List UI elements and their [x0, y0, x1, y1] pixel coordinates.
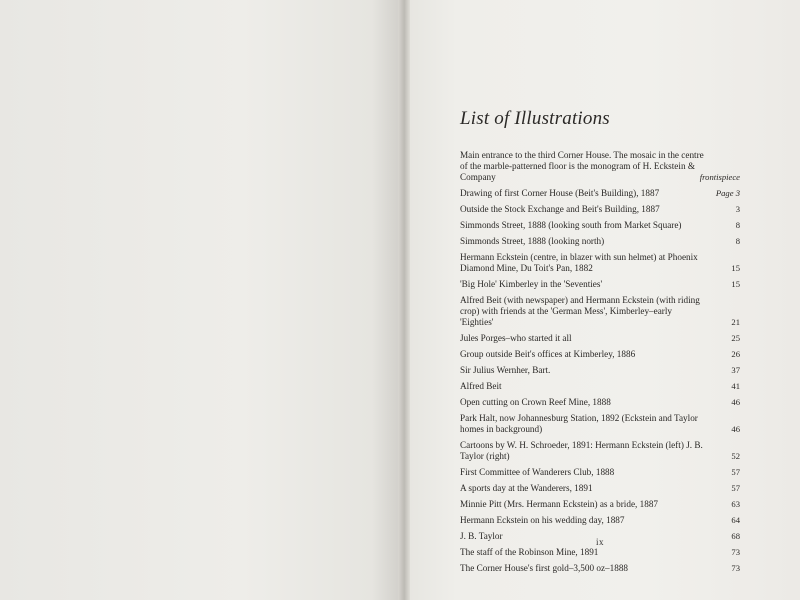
entry-caption: Hermann Eckstein on his wedding day, 1887 [460, 515, 625, 525]
list-item [460, 220, 740, 231]
entry-page-number: 15 [731, 263, 740, 273]
entry-page-number: 68 [731, 531, 740, 541]
entry-page-number: 21 [731, 317, 740, 327]
entry-page-number: 73 [731, 547, 740, 557]
list-item [460, 483, 740, 494]
list-item [460, 499, 740, 510]
list-item [460, 413, 740, 435]
entry-page-number: 37 [731, 365, 740, 375]
list-item [460, 333, 740, 344]
entry-page-number: 8 [735, 236, 740, 246]
entry-caption: Group outside Beit's offices at Kimberley, 1886 [460, 349, 636, 359]
page-title: List of Illustrations [460, 108, 610, 129]
entry-caption: Main entrance to the third Corner House. The mosaic in the centre of the marble-patterned floor is the monogram of H. Eckstein & Company [460, 150, 704, 182]
entry-page-number: 63 [731, 499, 740, 509]
entry-page-number: 57 [731, 467, 740, 477]
entry-page-number: 46 [731, 424, 740, 434]
entry-caption: Open cutting on Crown Reef Mine, 1888 [460, 397, 611, 407]
entry-page-number: 46 [731, 397, 740, 407]
list-item [460, 295, 740, 328]
entry-page-number: 26 [731, 349, 740, 359]
entry-page-number: Page 3 [715, 188, 740, 198]
entry-page-number: 25 [731, 333, 740, 343]
list-item [460, 365, 740, 376]
list-item [460, 440, 740, 462]
list-item [460, 563, 740, 574]
list-item [460, 397, 740, 408]
entry-page-number: 73 [731, 563, 740, 573]
list-item [460, 236, 740, 247]
entries-container [460, 150, 740, 574]
entry-caption: Outside the Stock Exchange and Beit's Building, 1887 [460, 204, 660, 214]
entry-caption: Jules Porges–who started it all [460, 333, 572, 343]
page-number: ix [596, 537, 605, 547]
list-item [460, 467, 740, 478]
entry-page-number: 52 [731, 451, 740, 461]
entry-caption: The staff of the Robinson Mine, 1891 [460, 547, 599, 557]
entry-caption: First Committee of Wanderers Club, 1888 [460, 467, 615, 477]
list-item [460, 204, 740, 215]
entry-page-number: frontispiece [699, 172, 740, 182]
entry-page-number: 41 [731, 381, 740, 391]
list-item [460, 252, 740, 274]
entry-caption: Sir Julius Wernher, Bart. [460, 365, 551, 375]
entry-page-number: 15 [731, 279, 740, 289]
entry-caption: Alfred Beit (with newspaper) and Hermann Eckstein (with riding crop) with friends at the 'German Mess', Kimberley–early 'Eighties' [460, 295, 700, 327]
entry-caption: J. B. Taylor [460, 531, 503, 541]
entry-caption: Park Halt, now Johannesburg Station, 1892 (Eckstein and Taylor homes in background) [460, 413, 698, 434]
list-item [460, 515, 740, 526]
entry-caption: Simmonds Street, 1888 (looking north) [460, 236, 605, 246]
entry-page-number: 64 [731, 515, 740, 525]
entry-caption: Drawing of first Corner House (Beit's Building), 1887 [460, 188, 660, 198]
list-item [460, 349, 740, 360]
list-item [460, 279, 740, 290]
entry-caption: Hermann Eckstein (centre, in blazer with sun helmet) at Phoenix Diamond Mine, Du Toit's Pan, 1882 [460, 252, 698, 273]
list-item [460, 547, 740, 558]
entry-caption: Alfred Beit [460, 381, 502, 391]
entry-page-number: 8 [735, 220, 740, 230]
list-item [460, 150, 740, 183]
entry-caption: Simmonds Street, 1888 (looking south from Market Square) [460, 220, 682, 230]
illustrations-list [460, 108, 740, 579]
list-item [460, 188, 740, 199]
entry-page-number: 57 [731, 483, 740, 493]
entry-page-number: 3 [735, 204, 740, 214]
entry-caption: 'Big Hole' Kimberley in the 'Seventies' [460, 279, 603, 289]
entry-caption: Minnie Pitt (Mrs. Hermann Eckstein) as a bride, 1887 [460, 499, 659, 509]
list-item [460, 381, 740, 392]
entry-caption: A sports day at the Wanderers, 1891 [460, 483, 593, 493]
entry-caption: Cartoons by W. H. Schroeder, 1891: Hermann Eckstein (left) J. B. Taylor (right) [460, 440, 703, 461]
entry-caption: The Corner House's first gold–3,500 oz–1888 [460, 563, 629, 573]
